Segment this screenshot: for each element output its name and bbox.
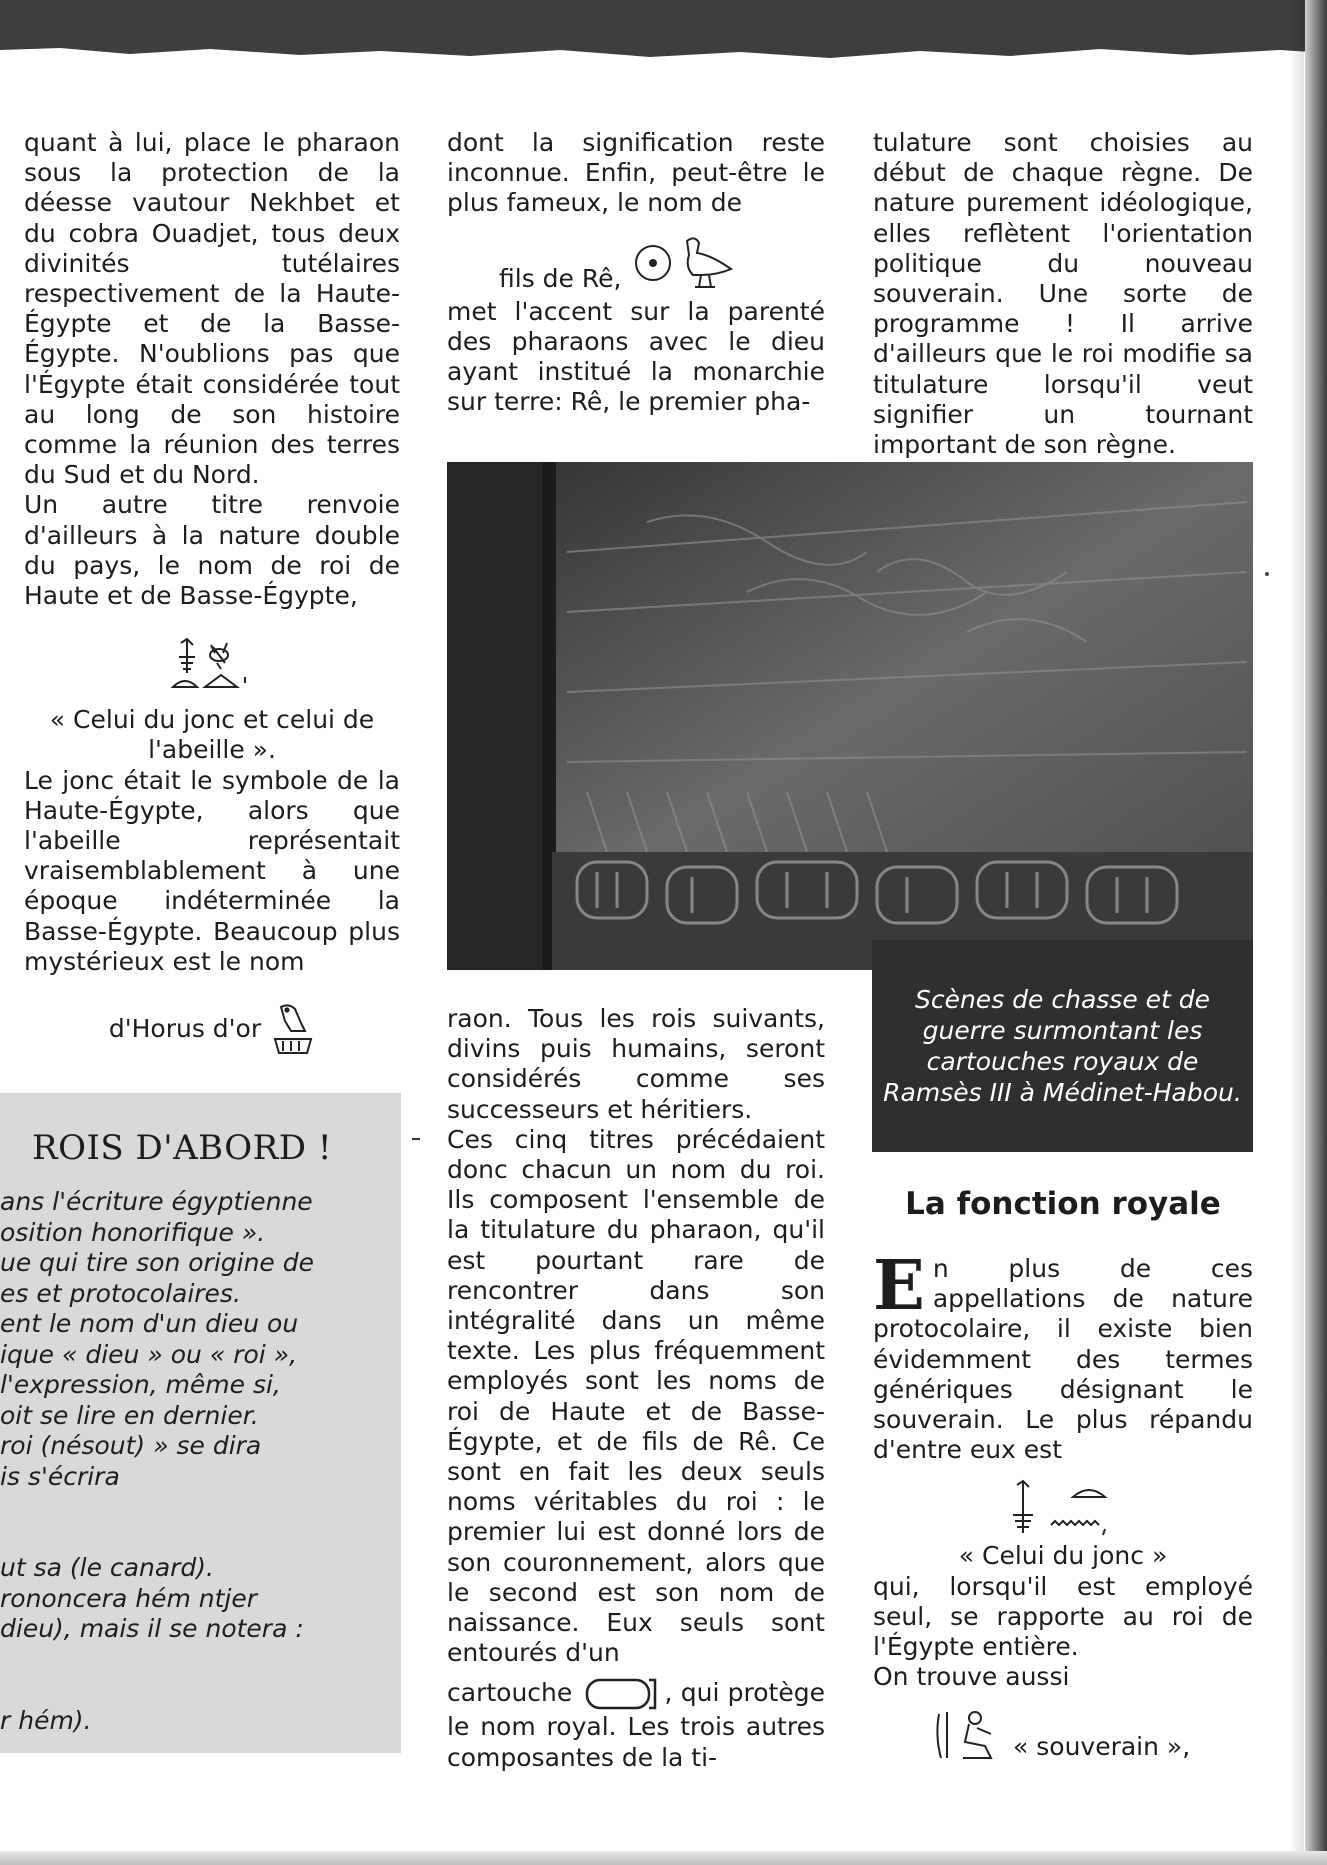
column-3-bottom — [873, 1246, 1253, 1762]
cartouche-after: , qui protège le nom royal. Les trois autres composantes de la ti- — [447, 1678, 825, 1772]
sidebar-line: es et protocolaires. — [0, 1278, 241, 1308]
stray-dash — [412, 1138, 420, 1140]
col2-paragraph-1: dont la signification reste inconnue. Enfin, peut-être le plus fameux, le nom de — [447, 128, 825, 218]
col3-paragraph-1: tulature sont choisies au début de chaque règne. De nature purement idéologique, elles reflètent l'orientation politique du nouveau souverain. Une sorte de programme ! Il arrive d'ailleurs que le roi modifie sa titulature lorsqu'il veut signifier un tournant important de son règne. — [873, 128, 1253, 460]
reed-hieroglyph-icon — [993, 1475, 1133, 1539]
col3-intro-text: n plus de ces appellations de nature protocolaire, il existe bien évidemment des termes génériques désignant le souverain. Le plus répandu d'entre eux est — [873, 1254, 1253, 1465]
col1-quote: « Celui du jonc et celui de l'abeille ». — [49, 705, 375, 765]
sidebar-line — [0, 1675, 400, 1706]
caption-text: Scènes de chasse et de guerre surmontant les cartouches royaux de Ramsès III à Médinet-Habou. — [883, 985, 1242, 1107]
col3-quote: « Celui du jonc » — [958, 1541, 1168, 1571]
sidebar-line: dieu), mais il se notera : — [0, 1614, 304, 1643]
photo-caption — [872, 940, 1253, 1152]
sidebar-line: roi (nésout) » se dira — [0, 1431, 262, 1460]
sidebar-line: ue qui tire son origine de — [0, 1248, 315, 1277]
sidebar-line: ans l'écriture égyptienne — [0, 1187, 313, 1216]
sidebar-text — [0, 1187, 400, 1736]
col3-intro — [873, 1246, 1253, 1465]
sidebar-line: osition honorifique ». — [0, 1217, 266, 1247]
col3-paragraph-3: On trouve aussi — [873, 1662, 1070, 1692]
column-1 — [24, 128, 400, 1057]
horus-falcon-on-gold-icon — [271, 1001, 315, 1057]
sidebar-line — [0, 1492, 400, 1523]
sidebar-line: r hém). — [0, 1705, 92, 1735]
col2-cartouche-line — [447, 1676, 825, 1772]
col1-paragraph-2: Un autre titre renvoie d'ailleurs à la nature double du pays, le nom de roi de Haute et de Basse-Égypte, — [24, 490, 400, 611]
sun-and-duck-hieroglyph-icon — [631, 233, 741, 295]
right-page-edge — [1305, 0, 1327, 1865]
reed-and-bee-hieroglyph-icon — [167, 633, 257, 695]
sidebar-line: ut sa (le canard). — [0, 1553, 214, 1582]
cartouche-icon — [585, 1676, 661, 1712]
column-3-top — [873, 128, 1253, 460]
fils-label: fils de Rê, — [499, 264, 622, 294]
sidebar-line: l'expression, même si, — [0, 1370, 281, 1399]
horus-label: d'Horus d'or — [108, 1013, 262, 1043]
sidebar-line: rononcera hém ntjer — [0, 1583, 258, 1613]
page-fold-shadow — [1290, 0, 1304, 1865]
sidebar-line: is s'écrira — [0, 1461, 120, 1491]
temple-relief-photo — [447, 462, 1253, 970]
seated-figure-hieroglyph-icon — [933, 1706, 1003, 1762]
col1-paragraph-3: Le jonc était le symbole de la Haute-Égypte, alors que l'abeille représentait vraisemblablement à une époque indéterminée la Basse-Égypte. Beaucoup plus mystérieux est le nom — [24, 765, 400, 976]
torn-paper-edge — [0, 40, 1327, 80]
drop-cap: E — [873, 1246, 925, 1326]
col1-paragraph-1: quant à lui, place le pharaon sous la protection de la déesse vautour Nekhbet et du cobra Ouadjet, tous deux divinités tutélaires respectivement de la Haute-Égypte et de la Basse-Égypte. N'oublions pas que l'Égypte était considérée tout au long de son histoire comme la réunion des terres du Sud et du Nord. — [24, 128, 400, 490]
sidebar-line: ent le nom d'un dieu ou — [0, 1309, 299, 1338]
bottom-page-edge — [0, 1851, 1327, 1865]
relief-image — [447, 462, 1253, 970]
column-2-bottom — [447, 1004, 825, 1773]
souverain-label: « souverain », — [1013, 1732, 1191, 1762]
stray-dot — [1265, 572, 1269, 576]
cartouche-before: cartouche — [447, 1678, 573, 1708]
sidebar-line — [0, 1645, 400, 1676]
sidebar-line: ique « dieu » ou « roi », — [0, 1339, 298, 1369]
section-title: La fonction royale — [905, 1186, 1221, 1222]
column-2-top — [447, 128, 825, 417]
col2-paragraph-2: met l'accent sur la parenté des pharaons avec le dieu ayant institué la monarchie sur terre: Rê, le premier pha- — [447, 296, 825, 417]
col2-paragraph-4: Ces cinq titres précédaient donc chacun un nom du roi. Ils composent l'ensemble de la titulature du pharaon, qu'il est pourtant rare de rencontrer dans son intégralité dans un même texte. Les plus fréquemment employés sont les noms de roi de Haute et de Basse-Égypte, et de fils de Rê. Ce sont en fait les deux seuls noms véritables du roi : le premier lui est donné lors de son couronnement, alors que le second est son nom de naissance. Eux seuls sont entourés d'un — [447, 1124, 825, 1668]
sidebar-line — [0, 1523, 400, 1554]
sidebar-line: oit se lire en dernier. — [0, 1400, 259, 1430]
col3-paragraph-2: qui, lorsqu'il est employé seul, se rapporte au roi de l'Égypte entière. — [873, 1571, 1253, 1662]
col2-paragraph-3: raon. Tous les rois suivants, divins puis humains, seront considérés comme ses successeurs et héritiers. — [447, 1004, 825, 1124]
sidebar-title: ROIS D'ABORD ! — [32, 1128, 332, 1168]
